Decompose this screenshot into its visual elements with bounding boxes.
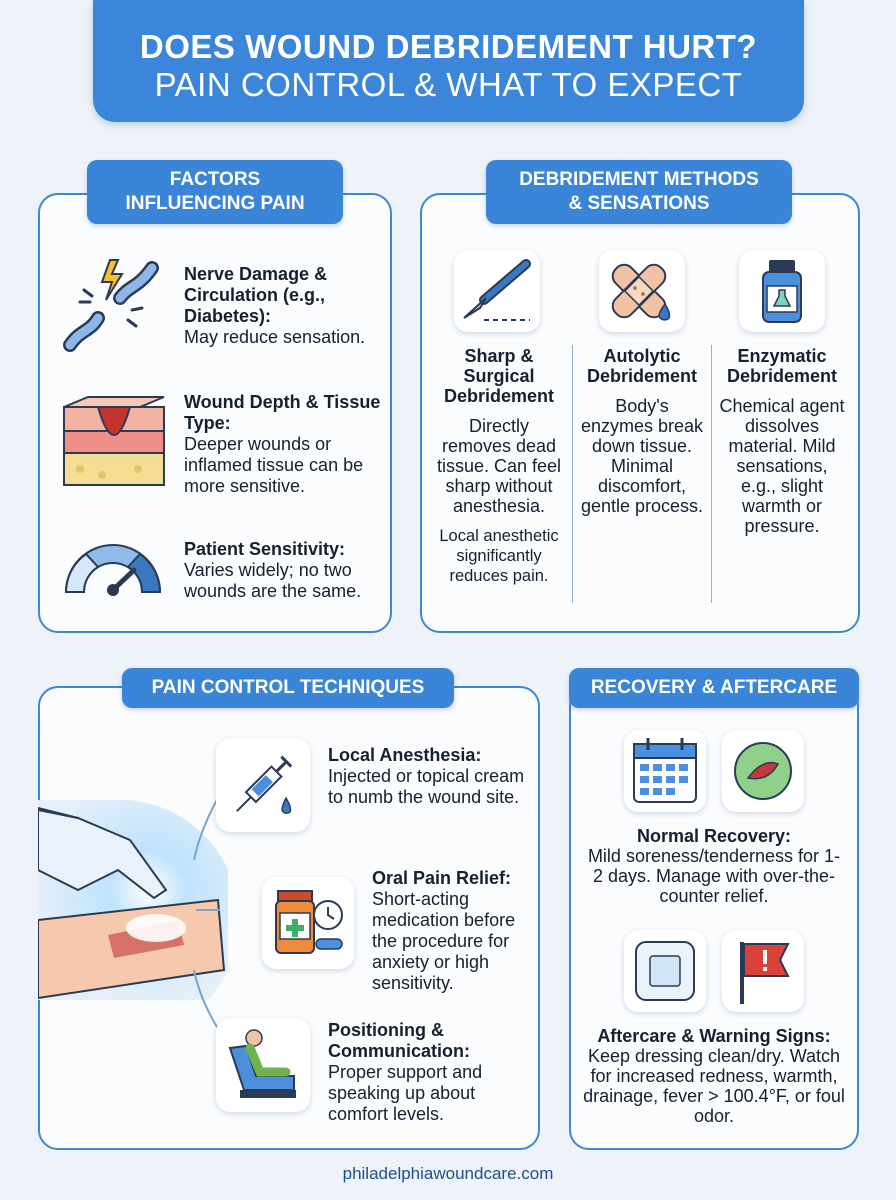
recovery-tab-label: RECOVERY & AFTERCARE <box>590 677 838 698</box>
method-note: Local anesthetic significantly reduces pain. <box>439 527 559 585</box>
factors-tab-line2: INFLUENCING PAIN <box>125 193 305 214</box>
method-divider <box>711 345 712 603</box>
bandage-icon <box>599 250 685 332</box>
factor-title: Nerve Damage & Circulation (e.g., Diabetes): <box>184 264 328 326</box>
pain-control-tab <box>122 668 454 708</box>
recovery-tab <box>569 668 859 708</box>
warning-flag-tile <box>722 930 804 1012</box>
method-title: Sharp & Surgical Debridement <box>443 346 555 406</box>
methods-tab-line1: DEBRIDEMENT METHODS <box>519 169 759 190</box>
scalpel-tile <box>454 250 540 332</box>
healing-wound-icon <box>722 730 804 812</box>
reclining-patient-icon <box>216 1018 310 1112</box>
syringe-tile <box>216 738 310 832</box>
recovery-text: Keep dressing clean/dry. Watch for increased redness, warmth, drainage, fever > 100.4°F, or foul odor. <box>583 1046 845 1126</box>
recovery-title: Normal Recovery: <box>636 826 792 846</box>
recovery-aftercare <box>583 1026 845 1126</box>
method-text: Chemical agent dissolves material. Mild sensations, e.g., slight warmth or pressure. <box>719 396 845 536</box>
recovery-normal <box>583 826 845 906</box>
medicine-jar-icon <box>739 250 825 332</box>
method-text: Directly removes dead tissue. Can feel sharp without anesthesia. <box>436 416 562 516</box>
method-divider <box>572 345 573 603</box>
page-title-line1: DOES WOUND DEBRIDEMENT HURT? <box>139 28 758 65</box>
calendar-icon <box>624 730 706 812</box>
technique-text: Proper support and speaking up about comfort levels. <box>328 1062 483 1124</box>
warning-flag-icon <box>722 930 804 1012</box>
method-title: Enzymatic Debridement <box>726 346 838 386</box>
methods-tab-line2: & SENSATIONS <box>568 193 710 214</box>
recliner-tile <box>216 1018 310 1112</box>
gauge-icon <box>60 532 166 598</box>
recovery-title: Aftercare & Warning Signs: <box>597 1026 831 1046</box>
method-text: Body's enzymes break down tissue. Minimal discomfort, gentle process. <box>580 396 704 516</box>
dressing-icon <box>624 930 706 1012</box>
healing-wound-tile <box>722 730 804 812</box>
scalpel-icon <box>454 250 540 332</box>
bandage-tile <box>599 250 685 332</box>
factor-text: May reduce sensation. <box>184 327 366 347</box>
factor-text: Varies widely; no two wounds are the same. <box>184 560 362 601</box>
method-title: Autolytic Debridement <box>586 346 698 386</box>
syringe-icon <box>216 738 310 832</box>
factors-tab-line1: FACTORS <box>169 169 261 190</box>
page-title-line2: PAIN CONTROL & WHAT TO EXPECT <box>154 66 743 103</box>
pill-bottle-tile <box>262 877 354 969</box>
method-sharp <box>436 346 562 586</box>
method-autolytic <box>578 346 706 516</box>
methods-tab <box>486 160 792 224</box>
method-enzymatic <box>718 346 846 536</box>
factor-item-nerve <box>184 264 384 348</box>
factor-text: Deeper wounds or inflamed tissue can be more sensitive. <box>184 434 364 496</box>
technique-title: Oral Pain Relief: <box>372 868 512 888</box>
factor-title: Wound Depth & Tissue Type: <box>184 392 381 433</box>
factor-title: Patient Sensitivity: <box>184 539 346 559</box>
recovery-text: Mild soreness/tenderness for 1-2 days. Manage with over-the-counter relief. <box>587 846 841 906</box>
title-banner <box>93 0 804 122</box>
technique-title: Local Anesthesia: <box>328 745 482 765</box>
technique-positioning <box>328 1020 528 1125</box>
factor-item-sensitivity <box>184 539 384 602</box>
calendar-tile <box>624 730 706 812</box>
technique-title: Positioning & Communication: <box>328 1020 470 1061</box>
technique-text: Injected or topical cream to numb the wound site. <box>328 766 525 807</box>
technique-text: Short-acting medication before the procedure for anxiety or high sensitivity. <box>372 889 516 993</box>
skin-layers-icon <box>58 393 170 493</box>
technique-local-anesthesia <box>328 745 528 808</box>
technique-oral-relief <box>372 868 534 994</box>
footer-url: philadelphiawoundcare.com <box>342 1164 554 1183</box>
dressing-tile <box>624 930 706 1012</box>
jar-tile <box>739 250 825 332</box>
pill-bottle-icon <box>262 877 354 969</box>
factor-item-depth <box>184 392 384 497</box>
factors-tab <box>87 160 343 224</box>
damaged-nerve-icon <box>60 250 170 360</box>
pain-control-tab-label: PAIN CONTROL TECHNIQUES <box>151 677 425 698</box>
